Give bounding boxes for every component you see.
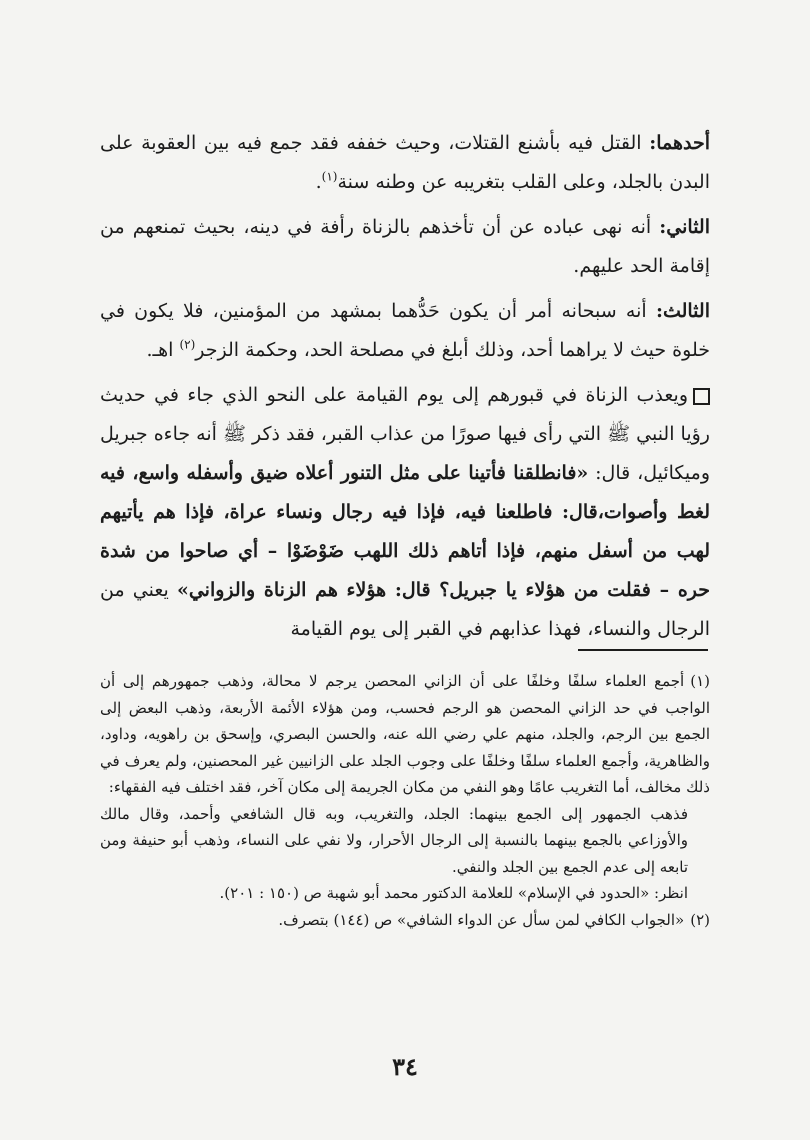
paragraph-second <box>100 208 710 286</box>
label-third: الثالث: <box>655 300 710 322</box>
footnote-ref-2: (٢) <box>179 337 196 352</box>
footnotes <box>100 668 710 933</box>
paragraph-fourth <box>100 376 710 649</box>
footnote-divider <box>578 649 708 651</box>
paragraph-first-text: القتل فيه بأشنع القتلات، وحيث خففه فقد جمع فيه بين العقوبة على البدن بالجلد، وعلى القلب بتغريبه عن وطنه سنة <box>100 132 710 193</box>
label-second: الثاني: <box>659 216 710 238</box>
paragraph-third <box>100 292 710 370</box>
paragraph-second-text: أنه نهى عباده عن أن تأخذهم بالزناة رأفة في دينه، بحيث تمنعهم من إقامة الحد عليهم. <box>100 216 710 277</box>
page-number: ٣٤ <box>392 1052 418 1081</box>
footnote-1-text: أجمع العلماء سلفًا وخلفًا على أن الزاني المحصن يرجم لا محالة، وذهب جمهورهم إلى أن الواجب في حد الزاني المحصن هو الرجم فحسب، ومن هؤلاء الأئمة الأربعة، وذهب البعض إلى الجمع بين الرجم، والجلد، منهم علي رضي الله عنه، والحسن البصري، وإسحق بن راهويه، وداود، والظاهرية، وأجمع العلماء سلفًا وخلفًا على وجوب الجلد على الزانيين غير المحصنين، ولم يعرف في ذلك مخالف، أما التغريب عامًا وهو النفي من مكان الجريمة إلى مكان آخر، فقد اختلف فيه الفقهاء: <box>100 672 710 796</box>
hadith-quote: «فانطلقنا فأتينا على مثل التنور أعلاه ضيق وأسفله واسع، فيه لغط وأصوات،قال: فاطلعنا فيه، فإذا فيه رجال ونساء عراة، فإذا هم يأتيهم لهب من أسفل منهم، فإذا أتاهم ذلك اللهب ضَوْضَوْا – أي صاحوا من شدة حره – فقلت من هؤلاء يا جبريل؟ قال: هؤلاء هم الزناة والزواني» <box>100 462 711 601</box>
paragraph-first <box>100 124 710 202</box>
footnote-1 <box>100 668 710 801</box>
label-first: أحدهما: <box>649 132 710 154</box>
square-bullet-icon <box>693 388 710 405</box>
footnote-1-source: انظر: «الحدود في الإسلام» للعلامة الدكتور محمد أبو شهبة ص (١٥٠ : ٢٠١). <box>219 884 688 902</box>
footnote-1-para2: فذهب الجمهور إلى الجمع بينهما: الجلد، والتغريب، وبه قال الشافعي وأحمد، وقال مالك والأوزاعي بالجمع بينهما بالنسبة إلى الرجال الأحرار، ولا نفي على النساء، وذهب أبو حنيفة ومن تابعه إلى عدم الجمع بين الجلد والنفي. <box>100 804 688 876</box>
footnote-2 <box>100 907 710 934</box>
footnote-ref-1: (١) <box>321 169 338 184</box>
main-text <box>100 124 710 649</box>
paragraph-third-end: اهـ. <box>146 339 180 361</box>
paragraph-fourth-text: ويعذب الزناة في قبورهم إلى يوم القيامة على النحو الذي جاء في حديث رؤيا النبي ﷺ التي رأى فيها صورًا من عذاب القبر، فقد ذكر ﷺ أنه جاءه جبريل وميكائيل، قال: <box>100 384 710 484</box>
footnote-1-number: (١) <box>690 672 710 690</box>
paragraph-first-end: . <box>315 171 322 193</box>
footnote-2-text: «الجواب الكافي لمن سأل عن الدواء الشافي» ص (١٤٤) بتصرف. <box>278 910 685 929</box>
paragraph-fourth-tail: يعني من الرجال والنساء، فهذا عذابهم في القبر إلى يوم القيامة <box>100 579 710 640</box>
footnote-2-number: (٢) <box>690 910 710 929</box>
paragraph-third-text: أنه سبحانه أمر أن يكون حَدُّهما بمشهد من المؤمنين، فلا يكون في خلوة حيث لا يراهما أحد، وذلك أبلغ في مصلحة الحد، وحكمة الزجر <box>100 300 710 361</box>
